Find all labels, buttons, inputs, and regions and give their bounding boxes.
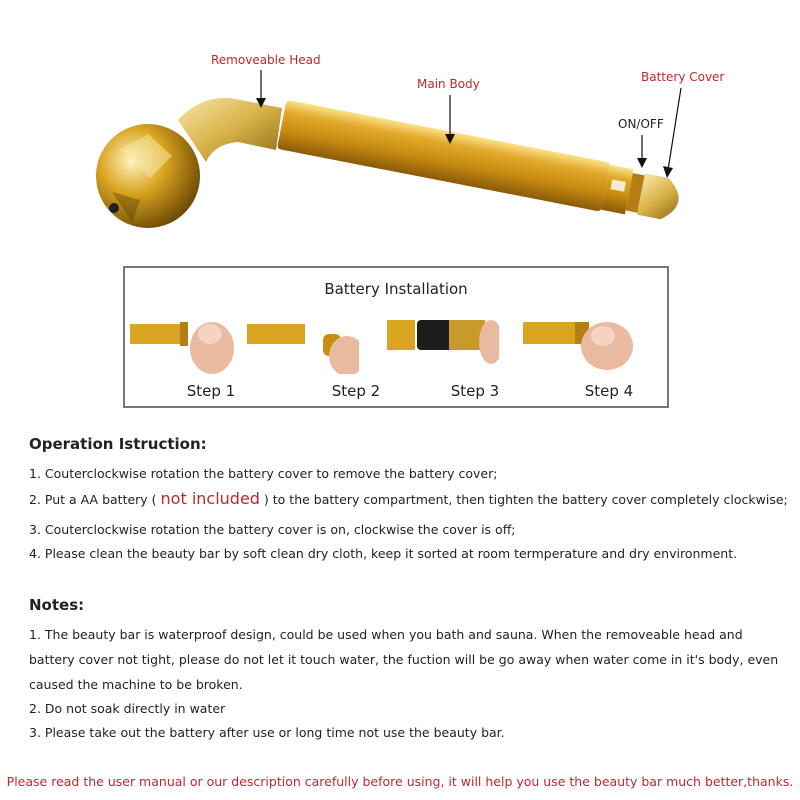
product-illustration bbox=[0, 0, 800, 260]
label-on-off: ON/OFF bbox=[618, 117, 664, 131]
battery-installation-title: Battery Installation bbox=[324, 280, 468, 298]
notes-item-1: 1. The beauty bar is waterproof design, could be used when you bath and sauna. When the removeable head and battery cover not tight, please do not let it touch water, the fuction will be go away when water come in it's body, even caused the machine to be broken. bbox=[29, 627, 779, 692]
step-4-label: Step 4 bbox=[584, 382, 634, 400]
operation-heading: Operation Istruction: bbox=[29, 435, 207, 453]
operation-item-2 bbox=[29, 489, 788, 508]
label-removeable-head: Removeable Head bbox=[211, 53, 321, 67]
step-2-image bbox=[247, 312, 359, 374]
notes-item-2: 2. Do not soak directly in water bbox=[29, 701, 226, 716]
step-3-label: Step 3 bbox=[450, 382, 500, 400]
main-body bbox=[277, 100, 610, 212]
operation-item-4: 4. Please clean the beauty bar by soft clean dry cloth, keep it sorted at room termperature and dry environment. bbox=[29, 546, 738, 561]
step-1-image bbox=[130, 312, 242, 374]
notes-heading: Notes: bbox=[29, 596, 85, 614]
step-3-image bbox=[387, 312, 499, 374]
label-main-body: Main Body bbox=[417, 77, 480, 91]
operation-item-2-before: 2. Put a AA battery ( bbox=[29, 492, 161, 507]
battery-cover bbox=[637, 173, 682, 221]
step-4-image bbox=[523, 312, 635, 374]
footer-note: Please read the user manual or our description carefully before using, it will help you use the beauty bar much better,thanks. bbox=[6, 774, 794, 789]
step-2-label: Step 2 bbox=[331, 382, 381, 400]
label-battery-cover: Battery Cover bbox=[641, 70, 725, 84]
operation-item-2-after: ) to the battery compartment, then tighten the battery cover completely clockwise; bbox=[259, 492, 788, 507]
operation-item-1: 1. Couterclockwise rotation the battery cover to remove the battery cover; bbox=[29, 466, 498, 481]
operation-item-3: 3. Couterclockwise rotation the battery cover is on, clockwise the cover is off; bbox=[29, 522, 516, 537]
not-included-highlight: not included bbox=[160, 489, 260, 508]
step-1-label: Step 1 bbox=[186, 382, 236, 400]
battery-installation-box bbox=[123, 266, 669, 408]
notes-item-3: 3. Please take out the battery after use or long time not use the beauty bar. bbox=[29, 725, 505, 740]
